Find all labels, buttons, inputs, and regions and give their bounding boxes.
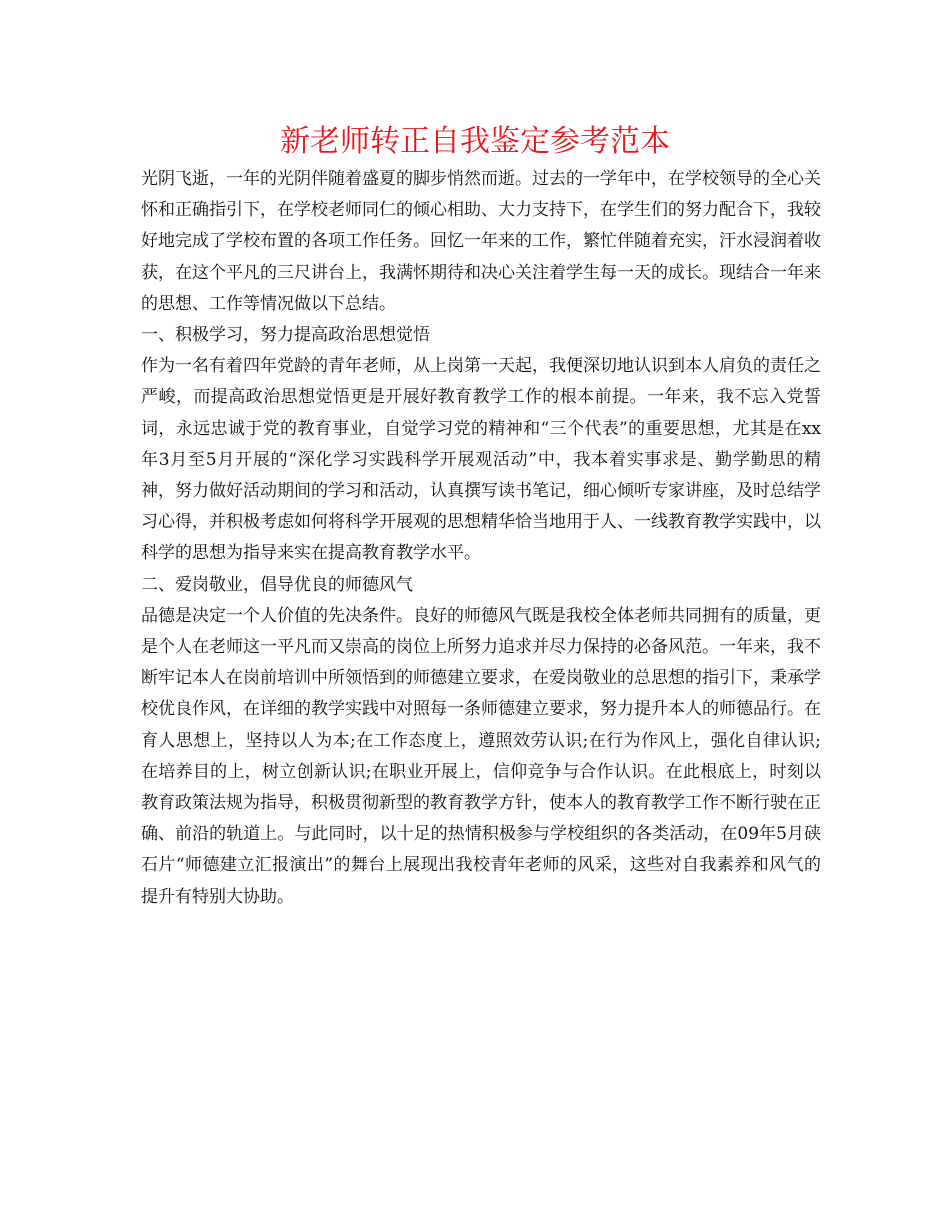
section-paragraph-2: 品德是决定一个人价值的先决条件。良好的师德风气既是我校全体老师共同拥有的质量，更是个人在老师这一平凡而又崇高的岗位上所努力追求并尽力保持的必备风范。一年来，我不断牢记本人在岗前培训中所领悟到的师德建立要求，在爱岗敬业的总思想的指引下，秉承学校优良作风，在详细的教学实践中对照每一条师德建立要求，努力提升本人的师德品行。在育人思想上，坚持以人为本;在工作态度上，遵照效劳认识;在行为作风上，强化自律认识;在培养目的上，树立创新认识;在职业开展上，信仰竞争与合作认识。在此根底上，时刻以教育政策法规为指导，积极贯彻新型的教育教学方针，使本人的教育教学工作不断行驶在正确、前沿的轨道上。与此同时，以十足的热情积极参与学校组织的各类活动，在09年5月硖石片“师德建立汇报演出”的舞台上展现出我校青年老师的风采，这些对自我素养和风气的提升有特别大协助。 [141,605,821,907]
section-heading-2: 二、爱岗敬业，倡导优良的师德风气 [141,574,413,595]
section-heading-1: 一、积极学习，努力提高政治思想觉悟 [141,325,430,346]
document-body [141,164,821,913]
document-title: 新老师转正自我鉴定参考范本 [280,124,670,159]
intro-paragraph: 光阴飞逝，一年的光阴伴随着盛夏的脚步悄然而逝。过去的一学年中，在学校领导的全心关怀和正确指引下，在学校老师同仁的倾心相助、大力支持下，在学生们的努力配合下，我较好地完成了学校布置的各项工作任务。回忆一年来的工作，繁忙伴随着充实，汗水浸润着收获，在这个平凡的三尺讲台上，我满怀期待和决心关注着学生每一天的成长。现结合一年来的思想、工作等情况做以下总结。 [141,169,821,314]
section-paragraph-1: 作为一名有着四年党龄的青年老师，从上岗第一天起，我便深切地认识到本人肩负的责任之严峻，而提高政治思想觉悟更是开展好教育教学工作的根本前提。一年来，我不忘入党誓词，永远忠诚于党的教育事业，自觉学习党的精神和“三个代表”的重要思想，尤其是在xx年3月至5月开展的“深化学习实践科学开展观活动”中，我本着实事求是、勤学勤思的精神，努力做好活动期间的学习和活动，认真撰写读书笔记，细心倾听专家讲座，及时总结学习心得，并积极考虑如何将科学开展观的思想精华恰当地用于人、一线教育教学实践中，以科学的思想为指导来实在提高教育教学水平。 [141,356,821,564]
